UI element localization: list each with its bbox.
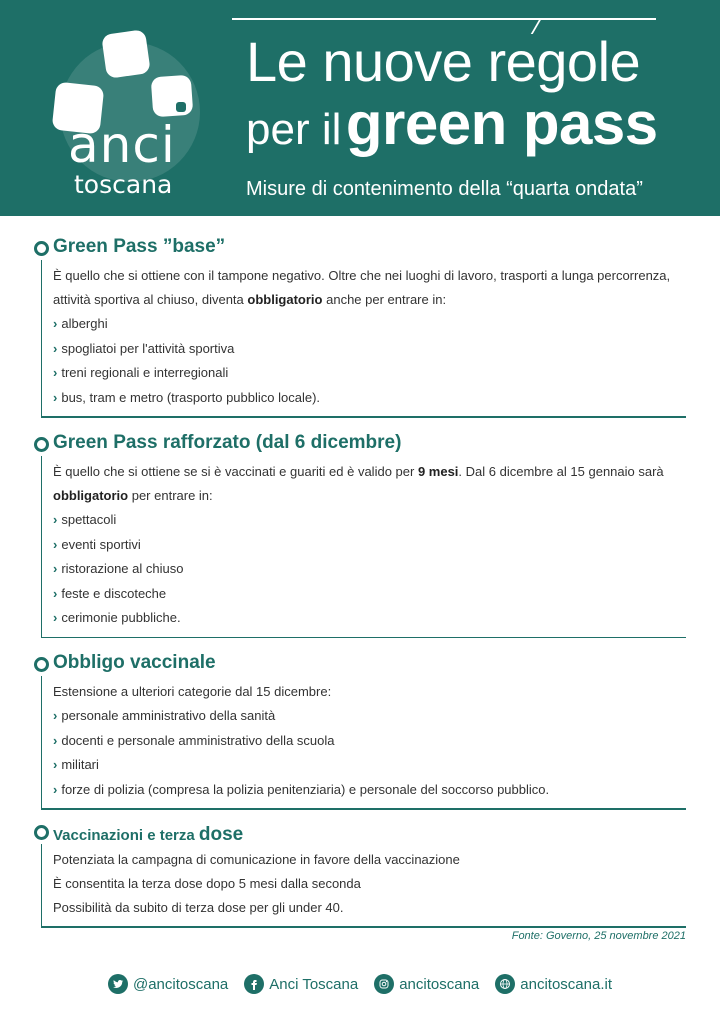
- chevron-right-icon: ›: [53, 536, 58, 552]
- logo-dot: [176, 102, 186, 112]
- section-divider: [41, 808, 686, 810]
- list-item-text: forze di polizia (compresa la polizia penitenziaria) e personale del soccorso pubblico.: [61, 781, 550, 797]
- source-note: Fonte: Governo, 25 novembre 2021: [511, 930, 686, 942]
- section-divider: [41, 926, 686, 928]
- list-item-text: ristorazione al chiuso: [61, 561, 184, 576]
- section-divider: [41, 637, 686, 639]
- list-item-text: docenti e personale amministrativo della scuola: [61, 732, 335, 748]
- section-line: È consentita la terza dose dopo 5 mesi dalla seconda: [53, 876, 361, 891]
- title-small-part: per il: [246, 105, 342, 154]
- page-subtitle: Misure di contenimento della “quarta ondata”: [246, 178, 643, 200]
- footer-twitter-link[interactable]: [108, 974, 228, 994]
- footer-label: ancitoscana: [399, 975, 480, 993]
- section-title: Obbligo vaccinale: [53, 652, 216, 673]
- section-line: Possibilità da subito di terza dose per gli under 40.: [53, 900, 344, 915]
- section-intro: [53, 288, 686, 312]
- list-item-text: feste e discoteche: [61, 585, 167, 601]
- footer-label: Anci Toscana: [269, 975, 359, 993]
- list-item-text: spettacoli: [61, 512, 117, 527]
- globe-icon: [495, 974, 515, 994]
- bullet-circle-icon: [34, 241, 49, 256]
- chevron-right-icon: ›: [53, 340, 58, 356]
- title-text: Vaccinazioni e terza: [53, 827, 199, 844]
- social-footer: [0, 970, 720, 998]
- bullet-circle-icon: [34, 437, 49, 452]
- footer-facebook-link[interactable]: [244, 974, 358, 994]
- list-item: [53, 361, 686, 386]
- list-item: [53, 778, 686, 803]
- list-item-text: bus, tram e metro (trasporto pubblico locale).: [61, 389, 321, 405]
- intro-bold: obbligatorio: [247, 292, 323, 307]
- bullet-circle-icon: [34, 825, 49, 840]
- chevron-right-icon: ›: [53, 757, 58, 772]
- bullet-circle-icon: [34, 657, 49, 672]
- list-item: [53, 704, 686, 729]
- list-item-text: alberghi: [61, 316, 108, 331]
- intro-bold: obbligatorio: [53, 488, 129, 503]
- chevron-right-icon: ›: [53, 389, 58, 405]
- section-header: [34, 652, 686, 676]
- title-big-part: green pass: [345, 90, 658, 157]
- chevron-right-icon: ›: [53, 781, 58, 797]
- section-intro: È quello che si ottiene con il tampone negativo. Oltre che nei luoghi di lavoro, trasporti a lunga percorrenza,: [53, 268, 671, 283]
- footer-website-link[interactable]: [495, 974, 612, 994]
- intro-text: . Dal 6 dicembre al 15 gennaio sarà: [458, 464, 664, 479]
- list-item: [53, 386, 686, 411]
- header-banner: [0, 0, 720, 216]
- section-obbligo-vaccinale: [34, 652, 686, 810]
- list-item-text: militari: [61, 757, 99, 772]
- intro-text: attività sportiva al chiuso, diventa: [53, 292, 248, 307]
- list-item: [53, 533, 686, 558]
- anci-toscana-logo: [52, 24, 212, 202]
- list-item: [53, 557, 686, 582]
- section-header: [34, 236, 686, 260]
- section-terza-dose: [34, 820, 686, 928]
- section-line: Potenziata la campagna di comunicazione in favore della vaccinazione: [53, 852, 460, 867]
- section-green-pass-rafforzato: [34, 432, 686, 638]
- twitter-icon: [108, 974, 128, 994]
- chevron-right-icon: ›: [53, 316, 58, 331]
- section-intro: [53, 460, 686, 484]
- list-item: [53, 753, 686, 778]
- title-emphasis: dose: [198, 824, 244, 845]
- section-header: [34, 432, 686, 456]
- section-header: [34, 820, 686, 844]
- section-title: Green Pass ”base”: [53, 236, 226, 257]
- page-title-line2: [246, 90, 666, 157]
- list-item: [53, 582, 686, 607]
- intro-bold: 9 mesi: [417, 464, 459, 479]
- chevron-right-icon: ›: [53, 365, 58, 380]
- list-item-text: treni regionali e interregionali: [61, 365, 229, 380]
- section-divider: [41, 416, 686, 418]
- footer-label: ancitoscana.it: [520, 975, 613, 993]
- list-item: [53, 508, 686, 533]
- list-item-text: personale amministrativo della sanità: [61, 708, 276, 723]
- list-item: [53, 312, 686, 337]
- section-body: [41, 260, 686, 416]
- speech-bubble-line: [232, 18, 656, 20]
- page-title-line1: Le nuove regole: [246, 30, 641, 93]
- section-body: [41, 456, 686, 637]
- intro-text: È quello che si ottiene se si è vaccinati e guariti ed è valido per: [53, 464, 418, 479]
- section-title: [53, 824, 243, 846]
- section-intro: [53, 484, 686, 508]
- logo-square: [151, 75, 194, 118]
- footer-instagram-link[interactable]: [374, 974, 479, 994]
- list-item-text: cerimonie pubbliche.: [61, 610, 181, 625]
- list-item-text: spogliatoi per l'attività sportiva: [61, 340, 235, 356]
- footer-label: @ancitoscana: [132, 975, 229, 993]
- list-item: [53, 606, 686, 631]
- chevron-right-icon: ›: [53, 732, 58, 748]
- logo-word-toscana: toscana: [74, 170, 173, 199]
- section-green-pass-base: [34, 236, 686, 418]
- logo-word-anci: anci: [68, 116, 176, 174]
- chevron-right-icon: ›: [53, 610, 58, 625]
- facebook-icon: [244, 974, 264, 994]
- list-item: [53, 729, 686, 754]
- intro-text: per entrare in:: [128, 488, 213, 503]
- chevron-right-icon: ›: [53, 512, 58, 527]
- logo-square: [101, 29, 151, 79]
- section-body: [41, 676, 686, 808]
- intro-text: anche per entrare in:: [322, 292, 447, 307]
- chevron-right-icon: ›: [53, 561, 58, 576]
- section-intro: Estensione a ulteriori categorie dal 15 dicembre:: [53, 684, 332, 699]
- list-item: [53, 337, 686, 362]
- chevron-right-icon: ›: [53, 585, 58, 601]
- section-title: Green Pass rafforzato (dal 6 dicembre): [53, 432, 402, 453]
- chevron-right-icon: ›: [53, 708, 58, 723]
- instagram-icon: [374, 974, 394, 994]
- list-item-text: eventi sportivi: [61, 536, 141, 552]
- section-body: [41, 844, 686, 926]
